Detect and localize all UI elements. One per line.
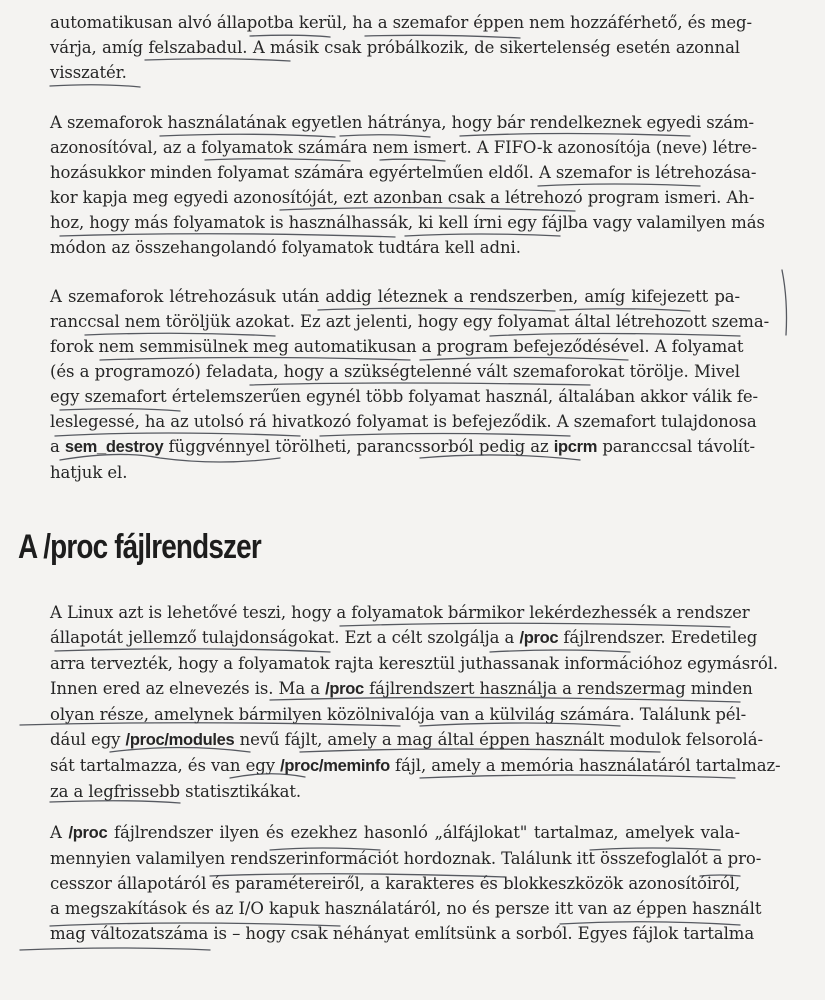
text-run: állapotát jellemző tulajdonságokat. Ezt a célt szolgálja a [50,628,520,647]
text-line: azonosítóval, az a folyamatok számára nem ismert. A FIFO-k azonosítója (neve) létre- [50,138,757,157]
text-line [50,434,755,460]
paragraph-semaphore-lifetime [50,284,770,485]
text-run: nevű fájlt, amely a mag által éppen használt modulok felsorolá- [234,730,763,749]
paragraph-semaphore-drawback [50,110,765,260]
text-run: dául egy [50,730,126,749]
code-proc: /proc [325,680,364,698]
text-run: sát tartalmazza, és van egy [50,756,281,775]
text-line: automatikusan alvó állapotba kerül, ha a szemafor éppen nem hozzáférhető, és meg- [50,13,752,32]
text-line: a megszakítások és az I/O kapuk használatáról, no és persze itt van az éppen használt [50,899,762,918]
text-run: A [50,823,69,842]
paragraph-semaphore-wait [50,10,752,85]
text-line [50,727,763,753]
text-line: mennyien valamilyen rendszerinformációt hordoznak. Találunk itt összefoglalót a pro- [50,849,762,868]
pencil-underline [20,948,210,950]
text-line [50,625,758,651]
code-sem-destroy: sem_destroy [64,438,164,456]
text-line: za a legfrissebb statisztikákat. [50,782,302,801]
text-line: arra tervezték, hogy a folyamatok rajta keresztül juthassanak információhoz egymásról. [50,654,779,673]
code-proc-modules: /proc/modules [125,731,235,749]
text-line [50,753,781,779]
text-line: kor kapja meg egyedi azonosítóját, ezt azonban csak a létrehozó program ismeri. Ah- [50,188,755,207]
pencil-underline [50,85,140,87]
text-line: hoz, hogy más folyamatok is használhassák, ki kell írni egy fájlba vagy valamilyen más [50,213,765,232]
text-line: egy szemafort értelemszerűen egynél több folyamat használ, általában akkor válik fe- [50,387,758,406]
text-line: módon az összehangolandó folyamatok tudtára kell adni. [50,238,521,257]
text-line: (és a programozó) feladata, hogy a szükségtelenné vált szemaforokat törölje. Mivel [50,362,740,381]
text-line [50,676,753,702]
text-line: hatjuk el. [50,463,128,482]
text-line: A szemaforok létrehozásuk után addig léteznek a rendszerben, amíg kifejezett pa- [50,287,740,306]
text-line: ranccsal nem töröljük azokat. Ez azt jelenti, hogy egy folyamat által létrehozott szema- [50,312,770,331]
code-proc: /proc [68,824,108,842]
text-line: várja, amíg felszabadul. A másik csak próbálkozik, de sikertelenség esetén azonnal [50,38,740,57]
text-run: paranccsal távolít- [597,437,755,456]
text-line: leslegessé, ha az utolsó rá hivatkozó folyamat is befejeződik. A szemafort tulajdonosa [50,412,757,431]
text-line: mag változatszáma is – hogy csak néhányat említsünk a sorból. Egyes fájlok tartalma [50,924,755,943]
text-line: visszatér. [50,63,127,82]
paragraph-proc-intro [50,600,781,804]
text-run: függvénnyel törölheti, parancssorból pedig az [163,437,554,456]
text-run: fájlrendszer ilyen és ezekhez hasonló „álfájlokat" tartalmaz, amelyek vala- [107,823,740,842]
paragraph-proc-contents [50,820,762,946]
text-run: fájlrendszer. Eredetileg [558,628,758,647]
text-run: Innen ered az elnevezés is. Ma a [50,679,326,698]
text-line: olyan része, amelynek bármilyen közölnivalója van a külvilág számára. Találunk pél- [50,705,747,724]
code-proc: /proc [519,629,559,647]
text-line: forok nem semmisülnek meg automatikusan a program befejeződésével. A folyamat [50,337,744,356]
text-line: hozásukkor minden folyamat számára egyértelműen eldől. A szemafor is létrehozása- [50,163,757,182]
text-line: A Linux azt is lehetővé teszi, hogy a folyamatok bármikor lekérdezhessék a rendszer [50,603,750,622]
pencil-margin-mark [782,270,787,335]
section-heading: A /proc fájlrendszer [18,528,261,566]
text-line: A szemaforok használatának egyetlen hátránya, hogy bár rendelkeznek egyedi szám- [50,113,755,132]
text-run: a [50,437,65,456]
text-line: cesszor állapotáról és paramétereiről, a karakteres és blokkeszközök azonosítóiról, [50,874,740,893]
text-run: fájl, amely a memória használatáról tartalmaz- [389,756,781,775]
code-ipcrm: ipcrm [553,438,598,456]
code-proc-meminfo: /proc/meminfo [280,757,390,775]
text-line [50,820,740,846]
text-run: fájlrendszert használja a rendszermag minden [363,679,753,698]
